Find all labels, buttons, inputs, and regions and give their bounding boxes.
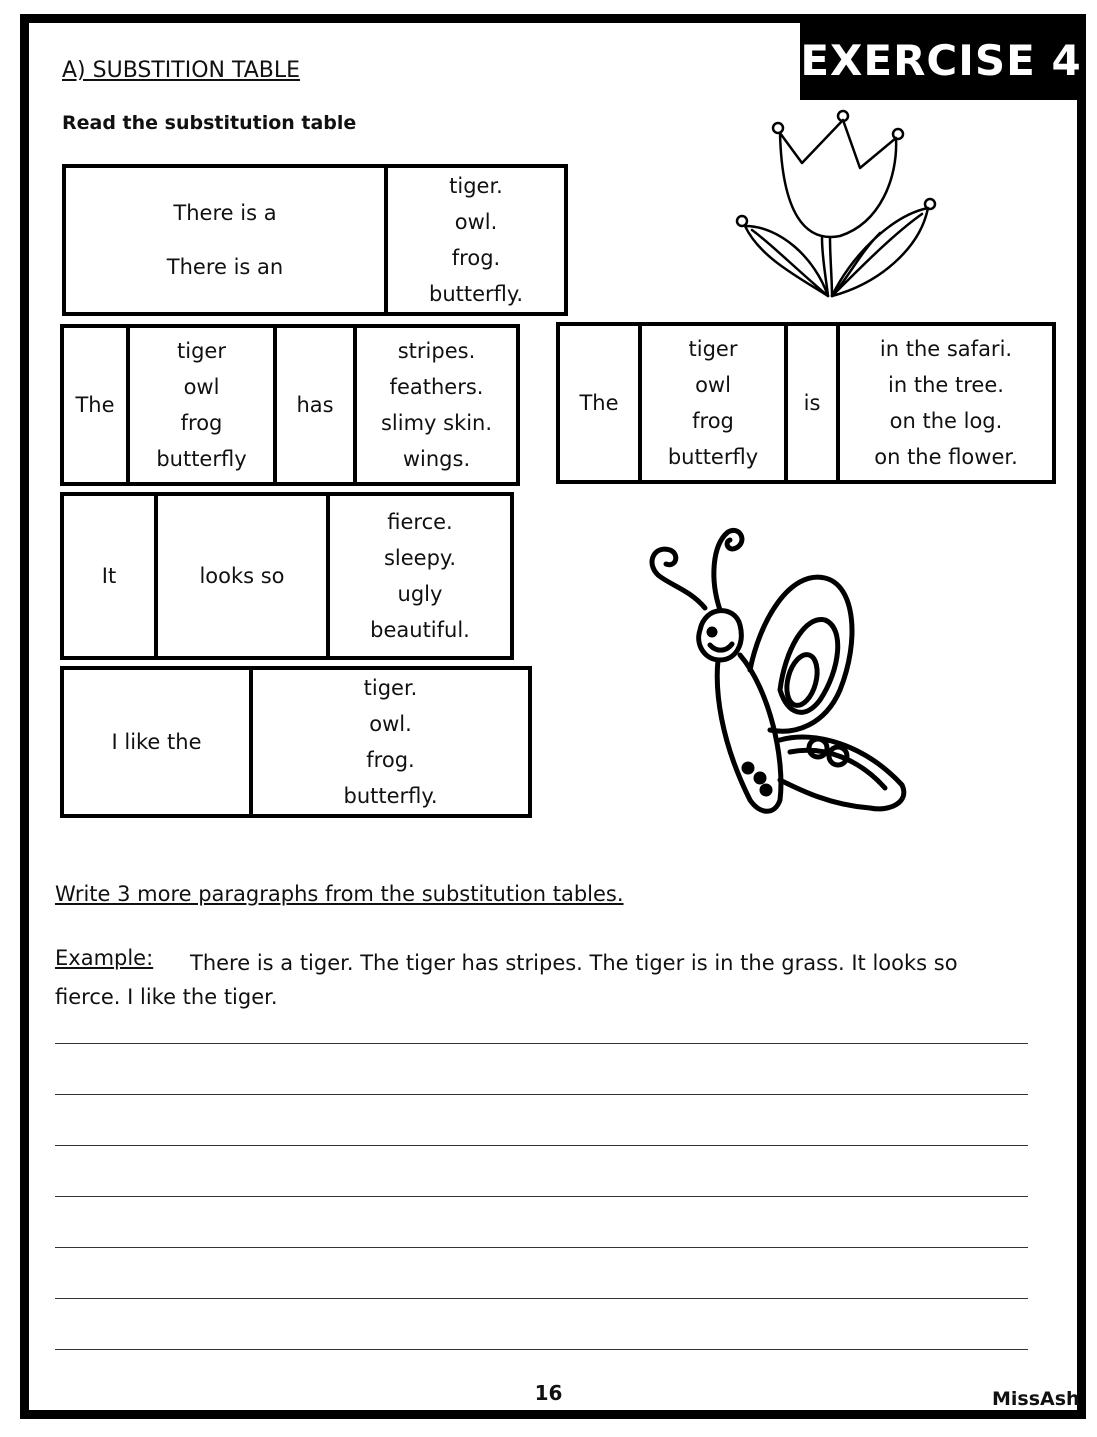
writing-task: Write 3 more paragraphs from the substitution tables. xyxy=(55,882,624,906)
table3-animal: butterfly xyxy=(667,445,759,469)
table4-adjective: beautiful. xyxy=(370,618,470,642)
table5-nouns xyxy=(251,668,530,816)
writing-line[interactable] xyxy=(55,1196,1028,1197)
table1-noun: frog. xyxy=(451,246,501,270)
table3-animal: tiger xyxy=(688,337,738,361)
table2-features xyxy=(355,326,518,484)
table2-animal: frog xyxy=(180,411,223,435)
table2-feature: wings. xyxy=(402,447,471,471)
table4-adjectives xyxy=(328,494,512,658)
writing-line[interactable] xyxy=(55,1145,1028,1146)
table2-animals xyxy=(128,326,275,484)
table5-start: I like the xyxy=(62,668,251,816)
author-signature: MissAsh xyxy=(992,1388,1080,1410)
table2-article: The xyxy=(62,326,128,484)
substitution-table-3 xyxy=(556,322,1056,484)
table1-start: There is an xyxy=(166,255,284,279)
table1-noun: butterfly. xyxy=(429,282,523,306)
substitution-table-4 xyxy=(60,492,514,660)
table2-feature: feathers. xyxy=(389,375,484,399)
table1-starts xyxy=(64,166,386,314)
table3-animal: owl xyxy=(695,373,731,397)
exercise-badge: EXERCISE 4 xyxy=(800,20,1082,100)
table4-adjective: sleepy. xyxy=(383,546,457,570)
table3-animals xyxy=(640,324,786,482)
table3-place: in the safari. xyxy=(879,337,1013,361)
section-heading: A) SUBSTITION TABLE xyxy=(62,58,301,83)
table2-verb: has xyxy=(275,326,355,484)
table5-noun: frog. xyxy=(366,748,415,772)
table2-animal: owl xyxy=(183,375,220,399)
table4-subject: It xyxy=(62,494,156,658)
table5-noun: owl. xyxy=(369,712,412,736)
butterfly-illustration xyxy=(640,520,915,825)
table3-verb: is xyxy=(786,324,838,482)
tulip-illustration xyxy=(730,108,945,303)
example-text: There is a tiger. The tiger has stripes. The tiger is in the grass. It looks so fierce. I like the tiger. xyxy=(55,951,958,1009)
table1-nouns xyxy=(386,166,566,314)
table3-place: in the tree. xyxy=(888,373,1004,397)
table5-noun: butterfly. xyxy=(343,784,438,808)
example-label: Example: xyxy=(55,946,154,970)
table1-start: There is a xyxy=(173,201,277,225)
table5-noun: tiger. xyxy=(363,676,418,700)
writing-line[interactable] xyxy=(55,1247,1028,1248)
table2-feature: slimy skin. xyxy=(380,411,493,435)
writing-line[interactable] xyxy=(55,1094,1028,1095)
substitution-table-1 xyxy=(62,164,568,316)
table4-adjective: ugly xyxy=(397,582,443,606)
table3-animal: frog xyxy=(692,409,734,433)
substitution-table-5 xyxy=(60,666,532,818)
substitution-table-2 xyxy=(60,324,520,486)
table1-noun: tiger. xyxy=(449,174,503,198)
page-number: 16 xyxy=(534,1381,563,1405)
table3-place: on the log. xyxy=(889,409,1003,433)
instruction: Read the substitution table xyxy=(62,112,357,134)
writing-line[interactable] xyxy=(55,1298,1028,1299)
table3-place: on the flower. xyxy=(874,445,1018,469)
writing-line[interactable] xyxy=(55,1349,1028,1350)
table2-animal: tiger xyxy=(177,339,226,363)
table3-places xyxy=(838,324,1054,482)
table1-noun: owl. xyxy=(454,210,498,234)
table2-feature: stripes. xyxy=(397,339,476,363)
table2-animal: butterfly xyxy=(156,447,247,471)
writing-line[interactable] xyxy=(55,1043,1028,1044)
table4-adjective: fierce. xyxy=(387,510,453,534)
table4-verb: looks so xyxy=(156,494,328,658)
table3-article: The xyxy=(558,324,640,482)
